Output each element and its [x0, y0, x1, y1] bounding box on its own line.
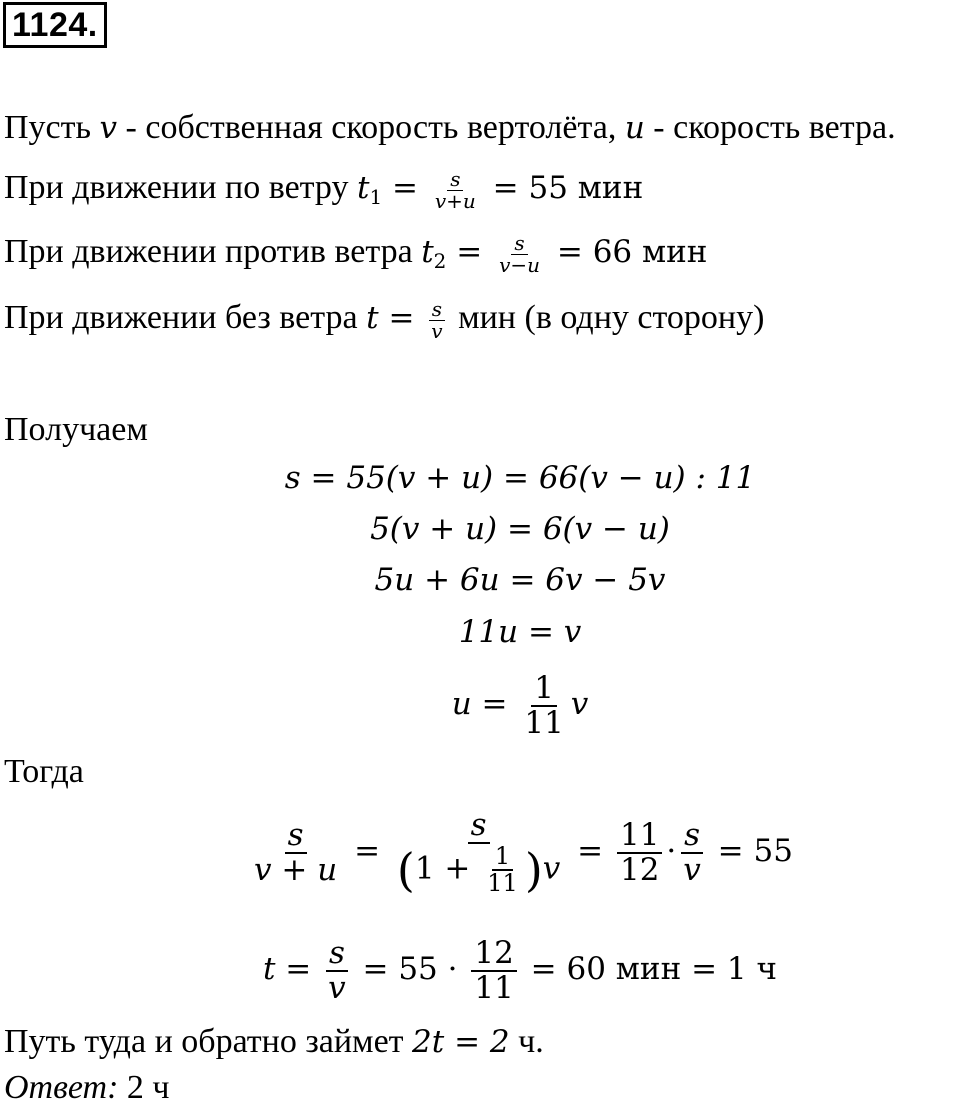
fraction-s-over-v	[428, 296, 445, 343]
round-trip-expression: 2t = 2	[412, 1024, 510, 1060]
chain-result: = 55	[707, 833, 793, 869]
t-equals: t =	[263, 951, 322, 987]
no-wind-line	[4, 298, 764, 342]
fraction-numerator: s	[326, 937, 348, 972]
fraction-eleven-twelfths	[617, 816, 662, 888]
problem-number: 1124.	[3, 2, 107, 48]
time-result: = 60 мин = 1 ч	[520, 951, 777, 987]
equals-sign: =	[446, 234, 493, 270]
equals-sign: =	[378, 300, 425, 336]
fraction-s-over-v-plus-u	[432, 166, 479, 213]
right-paren: )	[524, 842, 543, 897]
round-trip-text: Путь туда и обратно займет	[4, 1023, 413, 1060]
with-wind-result: = 55 мин	[482, 170, 644, 206]
obtain-label: Получаем	[4, 411, 148, 448]
equation-3: 5u + 6u = 6v − 5v	[374, 562, 666, 598]
fraction-denominator: v−u	[499, 252, 541, 277]
fraction-denominator	[394, 841, 563, 897]
fraction-numerator: 1	[492, 844, 513, 871]
no-wind-text: При движении без ветра	[4, 299, 367, 336]
fraction-s-over-v-minus-u	[496, 230, 543, 277]
equation-1: s = 55(v + u) = 66(v − u) : 11	[284, 460, 756, 496]
against-wind-line	[4, 232, 707, 281]
fraction-numerator: s	[468, 809, 490, 844]
no-wind-result: мин (в одну сторону)	[449, 299, 765, 336]
equals-sign: =	[382, 170, 428, 206]
fraction-denominator: v	[328, 969, 346, 1006]
round-trip-line	[4, 1022, 544, 1062]
subscript-1: 1	[369, 185, 383, 209]
one-plus: 1 +	[414, 850, 481, 887]
round-trip-tail: ч.	[509, 1023, 544, 1060]
equation-2: 5(v + u) = 6(v − u)	[370, 511, 670, 547]
u-result-equation	[0, 664, 960, 744]
var-t2: t	[421, 234, 434, 270]
var-v: v	[99, 110, 118, 146]
time-equation	[0, 924, 960, 1014]
fraction-denominator: 11	[487, 868, 518, 897]
against-wind-result: = 66 мин	[547, 234, 708, 270]
u-equals: u =	[451, 686, 518, 722]
fraction-inner-one-eleventh	[484, 841, 521, 897]
left-paren: (	[396, 842, 415, 897]
var-t: t	[366, 300, 379, 336]
fraction-numerator: s	[429, 299, 445, 321]
with-wind-text: При движении по ветру	[4, 169, 357, 206]
with-wind-line	[4, 168, 643, 217]
subscript-2: 2	[433, 249, 447, 273]
multiply-dot: ·	[666, 833, 677, 869]
fraction-one-eleventh	[521, 669, 566, 741]
fraction-numerator: 1	[531, 672, 557, 707]
answer-value: 2 ч	[118, 1069, 170, 1106]
chain-equation	[0, 796, 960, 906]
fraction-denominator: v+u	[434, 188, 476, 213]
then-label: Тогда	[4, 753, 84, 790]
var-v: v	[542, 850, 561, 887]
fraction-denominator: 11	[474, 969, 514, 1006]
fraction-s-over-v-plus-u	[251, 816, 340, 888]
intro-text-2: - собственная скорость вертолёта,	[117, 109, 625, 146]
equals-sign: =	[344, 833, 390, 869]
fraction-denominator: v + u	[254, 851, 338, 888]
times-55: = 55 ·	[352, 951, 468, 987]
fraction-numerator: 11	[617, 819, 662, 854]
fraction-numerator: 12	[471, 937, 516, 972]
var-t1: t	[356, 170, 370, 206]
answer-label: Ответ:	[4, 1069, 119, 1106]
intro-line	[4, 108, 896, 148]
fraction-numerator: s	[447, 169, 463, 191]
intro-text-3: - скорость ветра.	[644, 109, 896, 146]
equation-4: 11u = v	[458, 614, 582, 650]
fraction-s-over-v	[325, 934, 349, 1006]
fraction-s-over-v	[680, 816, 704, 888]
fraction-denominator: 12	[619, 851, 660, 888]
against-wind-text: При движении против ветра	[4, 233, 422, 270]
fraction-twelve-elevenths	[471, 934, 516, 1006]
fraction-denominator: v	[683, 851, 701, 888]
fraction-numerator: s	[681, 819, 703, 854]
equals-sign: =	[567, 833, 613, 869]
var-v: v	[570, 686, 589, 722]
intro-text-1: Пусть	[4, 109, 100, 146]
fraction-numerator: s	[511, 233, 527, 255]
var-u: u	[624, 110, 645, 146]
fraction-numerator: s	[285, 819, 307, 854]
fraction-denominator: 11	[524, 704, 564, 741]
fraction-compound	[394, 809, 563, 896]
answer-line	[4, 1068, 170, 1108]
fraction-denominator: v	[431, 318, 443, 343]
